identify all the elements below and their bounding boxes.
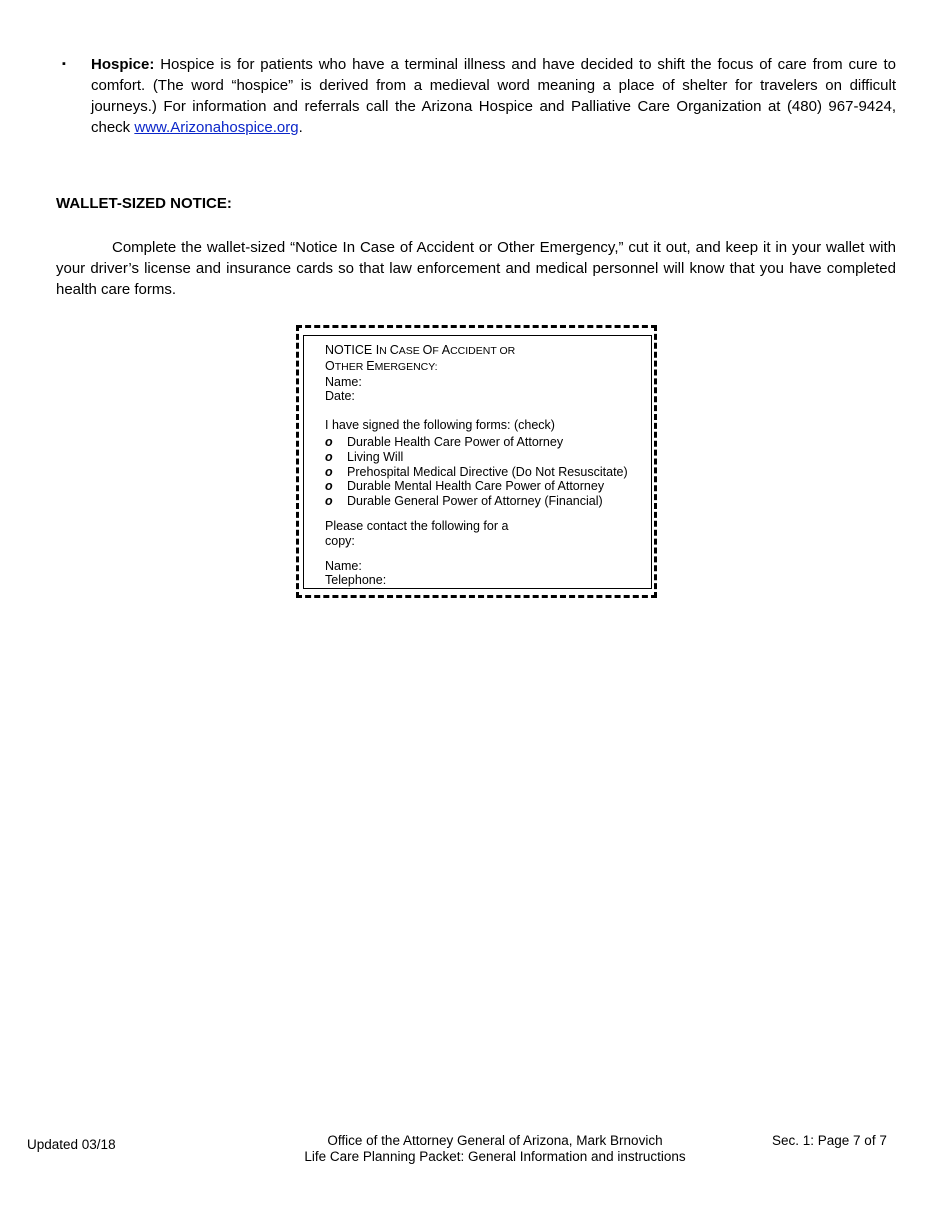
checklist-item[interactable]: o Durable Mental Health Care Power of Attorney <box>325 479 605 494</box>
checkbox-circle-icon: o <box>325 479 333 494</box>
card-name-label: Name: <box>325 374 362 389</box>
card-forms-intro: I have signed the following forms: (check) <box>325 418 555 433</box>
card-title: NOTICE IN CASE OF ACCIDENT OR <box>325 343 516 357</box>
card-date-label: Date: <box>325 389 355 404</box>
checklist-item[interactable]: o Prehospital Medical Directive (Do Not Resuscitate) <box>325 464 628 479</box>
arizona-hospice-link[interactable]: www.Arizonahospice.org <box>134 119 299 136</box>
checkbox-circle-icon: o <box>325 494 333 509</box>
hospice-term: Hospice: <box>91 56 155 73</box>
hospice-text: Hospice: Hospice is for patients who have a terminal illness and have decided to shift the focus of care from cure to comfort. (The word “hospice” is derived from a medieval word meaning a place of shelter for travelers on difficult journeys.) For information and referrals call the Arizona Hospice and Palliative Care Organization at (480) 967-9424, check www.Arizonahospice.org. <box>91 56 896 136</box>
checkbox-circle-icon: o <box>325 449 333 464</box>
wallet-notice-paragraph: Complete the wallet-sized “Notice In Case of Accident or Other Emergency,” cut it out, and keep it in your wallet with your driver’s license and insurance cards so that law enforcement and medical personnel will know that you have completed health care forms. <box>56 239 896 298</box>
checklist-item[interactable]: o Durable General Power of Attorney (Financial) <box>325 494 603 509</box>
checklist-item[interactable]: o Living Will <box>325 449 404 464</box>
checkbox-circle-icon: o <box>325 464 333 479</box>
forms-checklist <box>325 435 645 509</box>
footer-center <box>250 1133 740 1165</box>
hospice-description: Hospice is for patients who have a terminal illness and have decided to shift the focus of care from cure to comfort. (The word “hospice” is derived from a medieval word meaning a place of shelter for travelers on difficult journeys.) For information and referrals call the Arizona Hospice and Palliative Care Organization at (480) 967-9424, check <box>91 56 896 136</box>
wallet-notice-card <box>303 335 652 589</box>
card-title-line2: OTHER EMERGENCY: <box>325 358 438 373</box>
card-telephone-label: Telephone: <box>325 573 387 588</box>
footer-page-number: Sec. 1: Page 7 of 7 <box>772 1133 887 1148</box>
card-contact-line2: copy: <box>325 533 355 548</box>
footer-office: Office of the Attorney General of Arizona, Mark Brnovich <box>327 1133 663 1148</box>
footer-updated-date: Updated 03/18 <box>27 1137 116 1152</box>
footer-packet-title: Life Care Planning Packet: General Information and instructions <box>304 1149 686 1164</box>
hospice-bullet-item <box>62 54 896 138</box>
card-contact-name-label: Name: <box>325 558 362 573</box>
wallet-notice-heading: WALLET-SIZED NOTICE: <box>56 195 232 212</box>
checkbox-circle-icon: o <box>325 434 333 449</box>
checklist-item[interactable]: o Durable Health Care Power of Attorney <box>325 434 564 449</box>
card-contact-line1: Please contact the following for a <box>325 518 509 533</box>
bullet-square-icon: ▪ <box>62 58 66 70</box>
